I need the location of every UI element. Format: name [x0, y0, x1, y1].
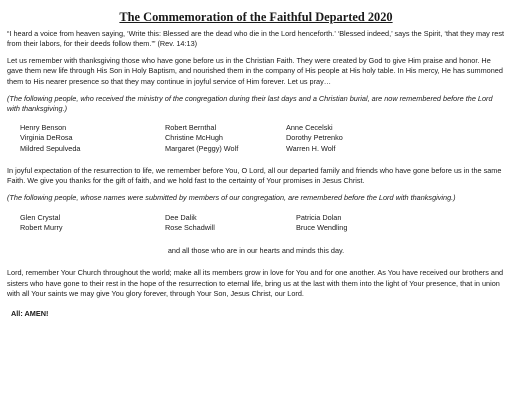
name-item: Anne Cecelski — [286, 122, 333, 132]
name-item: Glen Crystal — [20, 212, 61, 222]
name-item: Robert Murry — [20, 223, 63, 233]
name-item: Patricia Dolan — [296, 212, 342, 222]
name-item: Bruce Wendling — [296, 223, 348, 233]
name-item: Warren H. Wolf — [286, 144, 336, 154]
submitted-names-list — [7, 213, 505, 234]
name-item: Virginia DeRosa — [20, 133, 73, 143]
name-item: Dorothy Petrenko — [286, 133, 343, 143]
name-item: Margaret (Peggy) Wolf — [165, 144, 239, 154]
prayer-paragraph: In joyful expectation of the resurrection to life, we remember before You, O Lord, all our departed family and friends who have gone before us in the same Faith. We give you thanks for the gift of faith, and we hold fast to the certainty of Your promises in Jesus Christ. — [7, 165, 502, 186]
name-item: Christine McHugh — [165, 133, 223, 143]
name-item: Henry Benson — [20, 122, 67, 132]
amen-response: All: AMEN! — [11, 308, 49, 318]
name-item: Rose Schadwill — [165, 223, 215, 233]
document-title: The Commemoration of the Faithful Departed 2020 — [119, 10, 393, 24]
name-item: Mildred Sepulveda — [20, 144, 81, 154]
closing-prayer: Lord, remember Your Church throughout the world; make all its members grow in love for You and for one another. As You have received our brothers and sisters who have gone to their rest in the hope of the resurrection to eternal life, bring us at the last with them into the light of Your presence, that in union with all Your saints we may give You glory forever, through Your Son, Jesus Christ, our Lord. — [7, 268, 504, 299]
intro-paragraph: Let us remember with thanksgiving those who have gone before us in the Christian Faith. They were created by God to give Him praise and honor. He gave them new life through His Son in Holy Baptism, and nourished them in the company of His people at His holy table. In His mercy, He has summoned them to His nearer presence so that they may continue in joyful service of Him forever. Let us pray… — [7, 55, 503, 86]
scripture-quote: “I heard a voice from heaven saying, ‘Write this: Blessed are the dead who die in the Lord henceforth.’ ‘Blessed indeed,’ says the Spirit, ‘that they may rest from their labors, for their deeds follow them.’” (Rev. 14:13) — [7, 29, 504, 49]
ministry-names-list — [7, 123, 505, 155]
submitted-note: (The following people, whose names were submitted by members of our congregation, are remembered before the Lord with thanksgiving.) — [7, 193, 456, 203]
name-item: Dee Dalik — [165, 212, 197, 222]
remembrance-line: and all those who are in our hearts and minds this day. — [167, 246, 345, 256]
ministry-note: (The following people, who received the ministry of the congregation during their last days and a Christian burial, are now remembered before the Lord with thanksgiving.) — [7, 94, 493, 114]
name-item: Robert Bernthal — [165, 122, 217, 132]
